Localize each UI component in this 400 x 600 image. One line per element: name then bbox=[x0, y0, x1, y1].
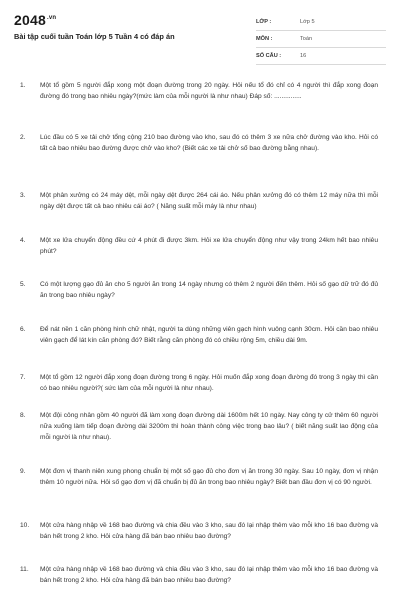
logo-text: 2048 bbox=[14, 12, 46, 28]
question-number: 2. bbox=[20, 134, 26, 141]
question-text: Một xe lửa chuyển động đều cứ 4 phút đi được 3km. Hỏi xe lửa chuyển động như vậy trong 24km hết bao nhiêu phút? bbox=[40, 237, 378, 255]
meta-value: Toán bbox=[300, 36, 313, 42]
question-number: 1. bbox=[20, 82, 26, 89]
logo-suffix: .vn bbox=[46, 15, 57, 22]
question-number: 6. bbox=[20, 326, 26, 333]
question-number: 11. bbox=[20, 566, 29, 573]
question-number: 5. bbox=[20, 281, 26, 288]
meta-key: MÔN : bbox=[256, 36, 273, 42]
question-text: Một đội công nhân gồm 40 người đã làm xong đoạn đường dài 1600m hết 10 ngày. Nay công ty cử thêm 60 người nữa xuống làm tiếp đoạn đường dài 3200m thì hoàn thành công việc trong bao lâu? ( biết năng suất lao động của mỗi người là như nhau). bbox=[40, 412, 378, 441]
question-number: 10. bbox=[20, 522, 30, 529]
meta-value: 16 bbox=[300, 53, 307, 59]
meta-key: SỐ CÂU : bbox=[256, 53, 282, 59]
header bbox=[14, 12, 386, 66]
question-text: Có một lượng gạo đủ ăn cho 5 người ăn trong 14 ngày nhưng có thêm 2 người đến thêm. Hỏi số gạo dữ trữ đó đủ ăn trong bao nhiêu ngày? bbox=[40, 281, 378, 299]
site-logo[interactable] bbox=[14, 12, 56, 28]
meta-row-subject bbox=[256, 31, 386, 48]
meta-row-grade bbox=[256, 14, 386, 31]
meta-key: LỚP : bbox=[256, 19, 272, 25]
question-text: Một cửa hàng nhập về 168 bao đường và chia đều vào 3 kho, sau đó lại nhập thêm vào mỗi kho 16 bao đường và bán hết trong 2 kho. Hỏi cửa hàng đã bán bao nhiêu bao đường? bbox=[40, 566, 378, 584]
question-text: Lúc đầu có 5 xe tải chở tổng cộng 210 bao đường vào kho, sau đó có thêm 3 xe nữa chở đường vào kho. Hỏi có tất cả bao nhiêu bao đường được chở vào kho? (Biết các xe tải chở số bao đường bằng nhau). bbox=[40, 134, 378, 152]
question-text: Để nát nền 1 căn phòng hình chữ nhật, người ta dùng những viên gạch hình vuông cạnh 30cm. Hỏi cần bao nhiêu viên gạch để lát kín căn phòng đó? Biết rằng căn phòng đó có chiều rộng 5m, chiều dài 9m. bbox=[40, 326, 378, 344]
document-title: Bài tập cuối tuần Toán lớp 5 Tuần 4 có đáp án bbox=[14, 32, 175, 41]
question-text: Một cửa hàng nhập về 168 bao đường và chia đều vào 3 kho, sau đó lại nhập thêm vào mỗi kho 16 bao đường và bán hết trong 2 kho. Hỏi cửa hàng đã bán bao nhiêu bao đường? bbox=[40, 522, 378, 540]
meta-info-table bbox=[256, 14, 386, 65]
question-text: Một tổ gồm 5 người đắp xong một đoạn đường trong 20 ngày. Hỏi nếu tổ đó chỉ có 4 người thì đắp xong đoạn đường đó trong bao nhiêu ngày?(mức làm của mỗi người là như nhau) Đáp số: ............... bbox=[40, 82, 378, 100]
question-text: Một phân xưởng có 24 máy dệt, mỗi ngày dệt được 264 cái áo. Nếu phân xưởng đó có thêm 12 máy nữa thì mỗi ngày dệt được tất cả bao nhiêu cái áo? ( Năng suất mỗi máy là như nhau) bbox=[40, 192, 378, 210]
question-number: 4. bbox=[20, 237, 26, 244]
question-text: Một tổ gồm 12 người đắp xong đoạn đường trong 6 ngày. Hỏi muốn đắp xong đoạn đường đó trong 3 ngày thì cần có bao nhiêu người?( sức làm của mỗi người là như nhau). bbox=[40, 374, 378, 392]
meta-row-question-count bbox=[256, 48, 386, 65]
question-number: 7. bbox=[20, 374, 26, 381]
question-number: 9. bbox=[20, 468, 26, 475]
meta-value: Lớp 5 bbox=[300, 19, 315, 25]
question-text: Một đơn vị thanh niên xung phong chuẩn bị một số gạo đủ cho đơn vị ăn trong 30 ngày. Sau 10 ngày, đơn vị nhận thêm 10 người nữa. Hỏi số gạo đơn vị đã chuẩn bị đủ ăn trong bao nhiêu ngày? Biết ban đầu đơn vị có 90 người. bbox=[40, 468, 378, 486]
question-number: 3. bbox=[20, 192, 26, 199]
question-number: 8. bbox=[20, 412, 26, 419]
